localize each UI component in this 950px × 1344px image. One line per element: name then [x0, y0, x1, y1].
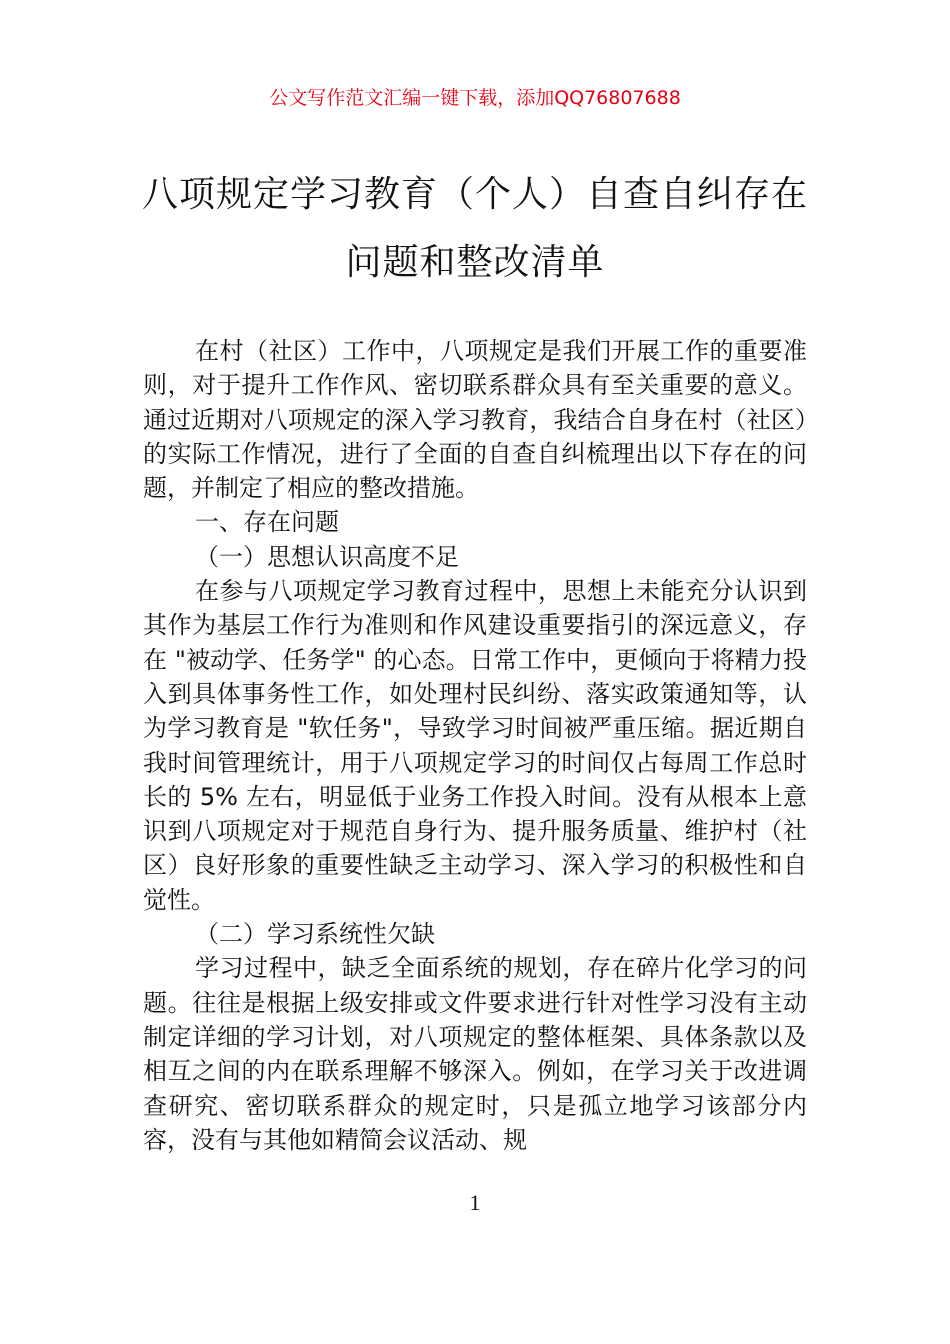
document-title-line-1: 八项规定学习教育（个人）自查自纠存在 — [141, 174, 808, 215]
subsection-heading-2: （二）学习系统性欠缺 — [195, 920, 435, 949]
subsection-heading-1: （一）思想认识高度不足 — [195, 542, 459, 571]
download-banner: 公文写作范文汇编一键下载，添加QQ76807688 — [269, 87, 681, 109]
intro-paragraph: 在村（社区）工作中，八项规定是我们开展工作的重要准则，对于提升工作作风、密切联系群众具有至关重要的意义。通过近期对八项规定的深入学习教育，我结合自身在村（社区）的实际工作情况，进行了全面的自查自纠梳理出以下存在的问题，并制定了相应的整改措施。 — [143, 337, 807, 503]
document-body — [143, 334, 807, 1157]
document-title-line-2: 问题和整改清单 — [345, 242, 605, 283]
subsection-2-paragraph: 学习过程中，缺乏全面系统的规划，存在碎片化学习的问题。往往是根据上级安排或文件要求进行针对性学习没有主动制定详细的学习计划，对八项规定的整体框架、具体条款以及相互之间的内在联系理解不够深入。例如，在学习关于改进调查研究、密切联系群众的规定时，只是孤立地学习该部分内容，没有与其他如精简会议活动、规 — [143, 954, 807, 1154]
subsection-1-paragraph: 在参与八项规定学习教育过程中，思想上未能充分认识到其作为基层工作行为准则和作风建设重要指引的深远意义，存在 "被动学、任务学" 的心态。日常工作中，更倾向于将精力投入到具体事务性工作，如处理村民纠纷、落实政策通知等，认为学习教育是 "软任务"，导致学习时间被严重压缩。据近期自我时间管理统计，用于八项规定学习的时间仅占每周工作总时长的 5% 左右，明显低于业务工作投入时间。没有从根本上意识到八项规定对于规范自身行为、提升服务质量、维护村（社区）良好形象的重要性缺乏主动学习、深入学习的积极性和自觉性。 — [143, 577, 807, 914]
section-heading-problems: 一、存在问题 — [195, 508, 339, 537]
page-number: 1 — [469, 1190, 481, 1215]
